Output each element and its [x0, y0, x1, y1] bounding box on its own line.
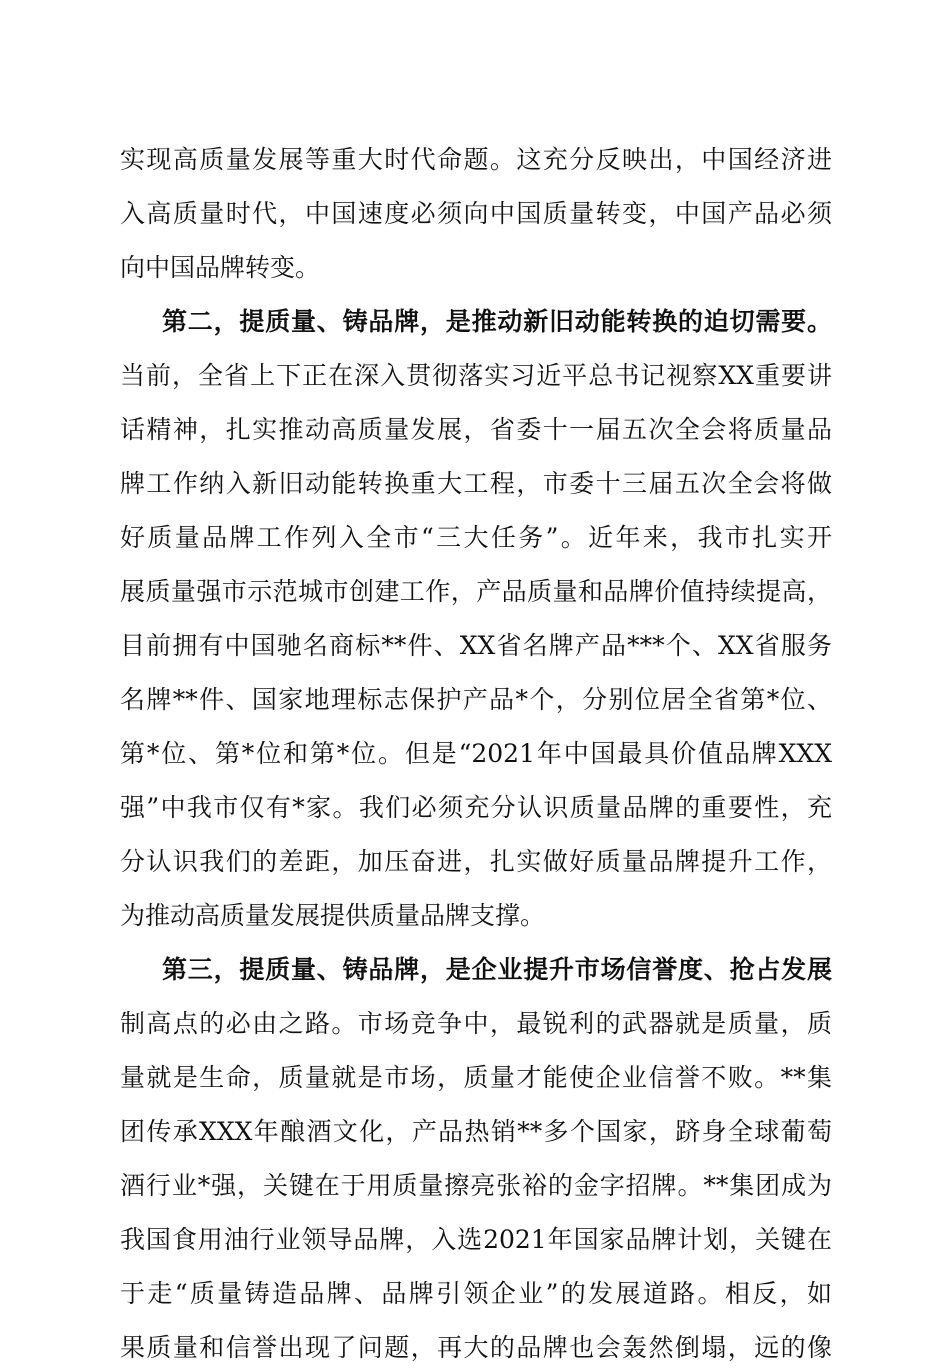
text-line: 制高点的必由之路。市场竞争中，最锐利的武器就是质量，质	[120, 1009, 832, 1038]
text-line: 展质量强市示范城市创建工作，产品质量和品牌价值持续提高，	[120, 577, 832, 606]
text-line: 我国食用油行业领导品牌，入选2021年国家品牌计划，关键在	[120, 1225, 832, 1254]
text-line: 于走“质量铸造品牌、品牌引领企业”的发展道路。相反，如	[120, 1279, 832, 1308]
text-line: 第*位、第*位和第*位。但是“2021年中国最具价值品牌XXX	[120, 739, 832, 768]
text-line: 入高质量时代，中国速度必须向中国质量转变，中国产品必须	[120, 199, 832, 228]
section-heading-line: 第三，提质量、铸品牌，是企业提升市场信誉度、抢占发展	[162, 955, 832, 984]
text-line: 牌工作纳入新旧动能转换重大工程，市委十三届五次全会将做	[120, 469, 832, 498]
text-line: 话精神，扎实推动高质量发展，省委十一届五次全会将质量品	[120, 415, 832, 444]
text-line: 名牌**件、国家地理标志保护产品*个，分别位居全省第*位、	[120, 685, 832, 714]
text-line: 好质量品牌工作列入全市“三大任务”。近年来，我市扎实开	[120, 523, 832, 552]
text-line: 量就是生命，质量就是市场，质量才能使企业信誉不败。**集	[120, 1063, 832, 1092]
text-line: 当前，全省上下正在深入贯彻落实习近平总书记视察XX重要讲	[120, 361, 832, 390]
text-line: 为推动高质量发展提供质量品牌支撑。	[120, 901, 546, 930]
text-line: 分认识我们的差距，加压奋进，扎实做好质量品牌提升工作，	[120, 847, 832, 876]
text-line: 实现高质量发展等重大时代命题。这充分反映出，中国经济进	[120, 145, 832, 174]
text-line: 果质量和信誉出现了问题，再大的品牌也会轰然倒塌，远的像	[120, 1333, 832, 1362]
text-line: 向中国品牌转变。	[120, 253, 321, 282]
text-line: 目前拥有中国驰名商标**件、XX省名牌产品***个、XX省服务	[120, 631, 832, 660]
section-heading-line: 第二，提质量、铸品牌，是推动新旧动能转换的迫切需要。	[162, 307, 832, 336]
text-line: 酒行业*强，关键在于用质量擦亮张裕的金字招牌。**集团成为	[120, 1171, 832, 1200]
text-line: 强”中我市仅有*家。我们必须充分认识质量品牌的重要性，充	[120, 793, 832, 822]
text-line: 团传承XXX年酿酒文化，产品热销**多个国家，跻身全球葡萄	[120, 1117, 832, 1146]
